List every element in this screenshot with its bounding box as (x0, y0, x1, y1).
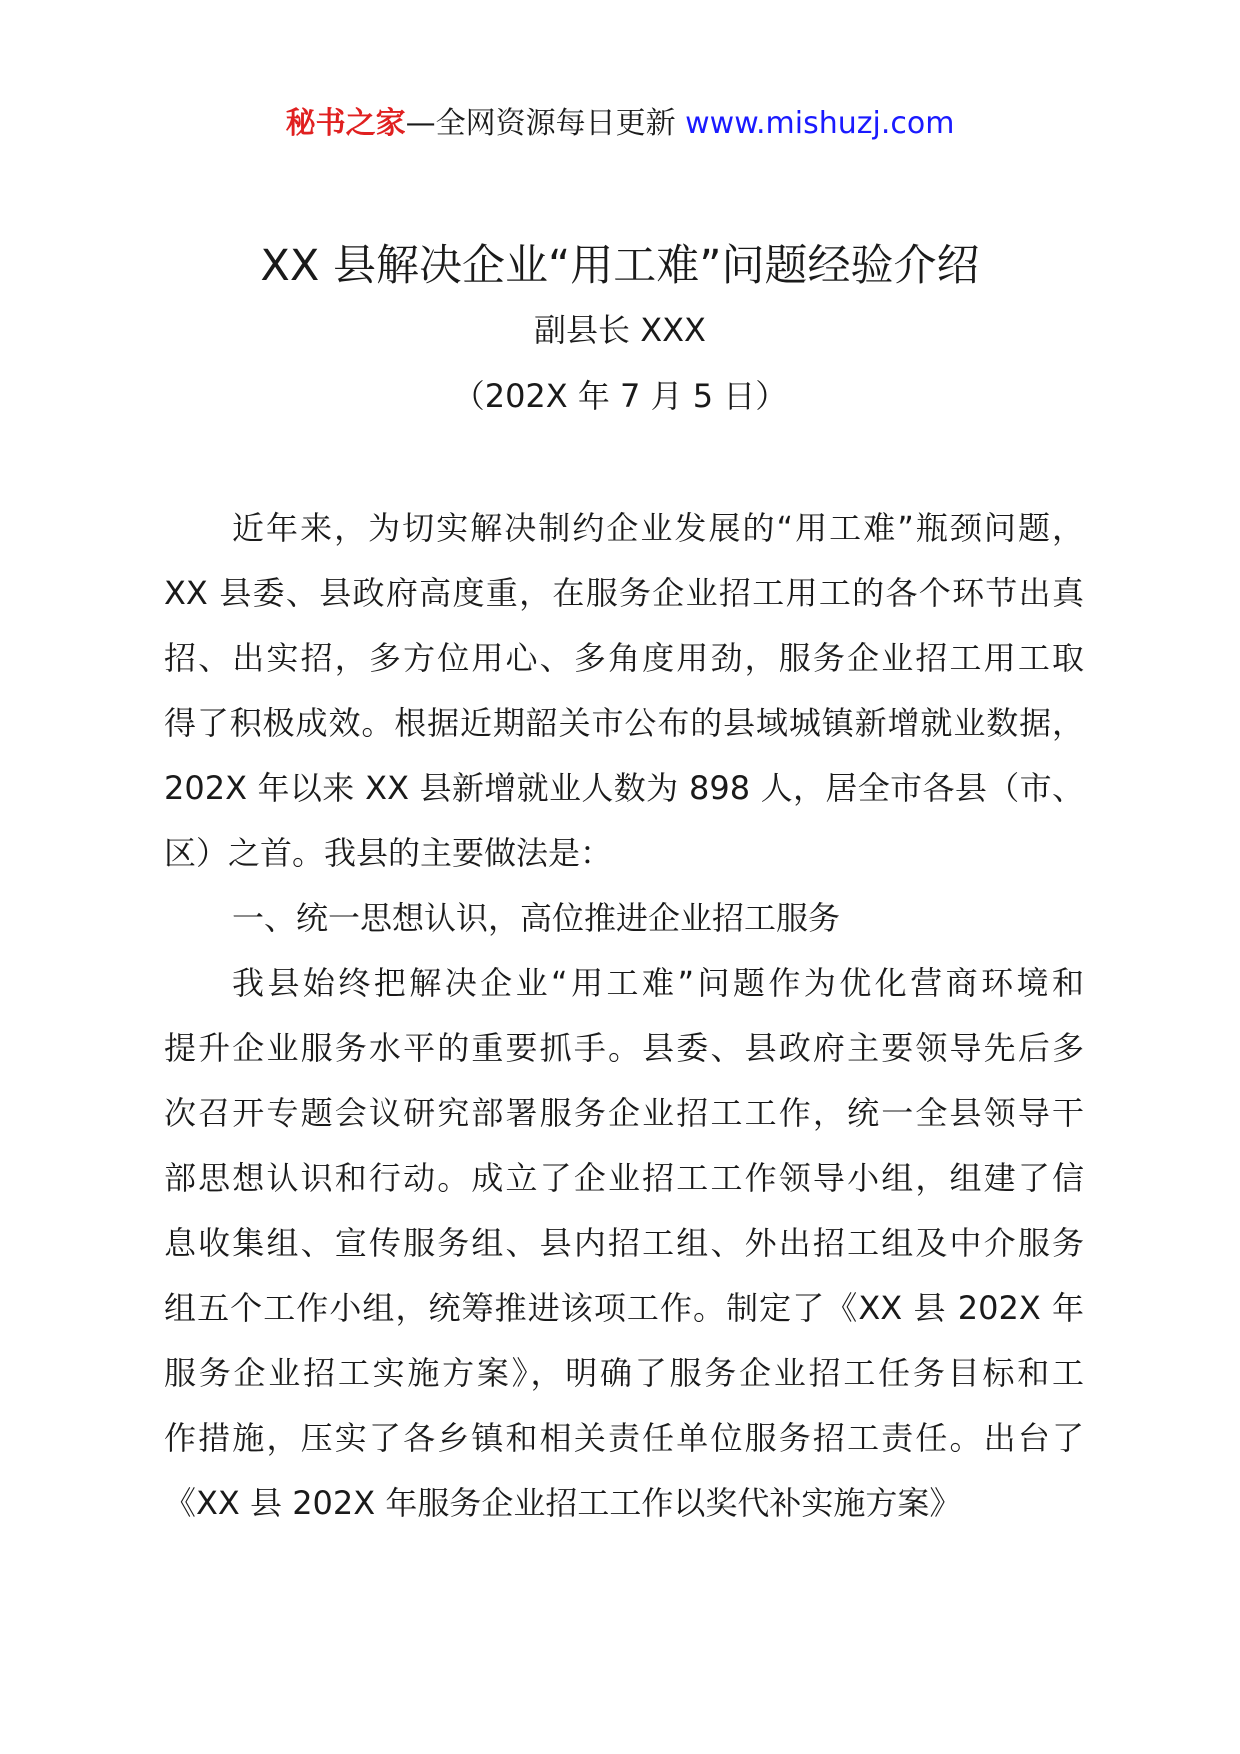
body-line: 《XX 县 202X 年服务企业招工工作以奖代补实施方案》 (164, 1484, 962, 1522)
document-author: 副县长 XXX (534, 311, 706, 349)
body-line: 我县始终把解决企业“用工难”问题作为优化营商环境和 (232, 964, 1084, 1002)
site-header (0, 100, 1240, 148)
body-line: 息收集组、宣传服务组、县内招工组、外出招工组及中介服务 (164, 1224, 1084, 1262)
body-line: 得了积极成效。根据近期韶关市公布的县域城镇新增就业数据， (164, 704, 1084, 742)
document-body (164, 496, 1084, 1536)
body-line: 部思想认识和行动。成立了企业招工工作领导小组，组建了信 (164, 1159, 1084, 1197)
site-url-link[interactable]: www.mishuzj.com (685, 106, 955, 141)
body-line: 近年来，为切实解决制约企业发展的“用工难”瓶颈问题， (232, 509, 1084, 547)
body-line: 次召开专题会议研究部署服务企业招工工作，统一全县领导干 (164, 1094, 1084, 1132)
body-line: 组五个工作小组，统筹推进该项工作。制定了《XX 县 202X 年 (164, 1289, 1084, 1327)
body-line: XX 县委、县政府高度重，在服务企业招工用工的各个环节出真 (164, 574, 1084, 612)
body-line: 招、出实招，多方位用心、多角度用劲，服务企业招工用工取 (164, 639, 1084, 677)
header-tagline: —全网资源每日更新 (405, 106, 686, 141)
brand-name: 秘书之家 (285, 106, 406, 141)
document-title: XX 县解决企业“用工难”问题经验介绍 (260, 241, 980, 291)
body-line: 202X 年以来 XX 县新增就业人数为 898 人，居全市各县（市、 (164, 769, 1084, 807)
body-line: 区）之首。我县的主要做法是： (164, 834, 613, 872)
body-line: 作措施，压实了各乡镇和相关责任单位服务招工责任。出台了 (164, 1419, 1084, 1457)
body-line: 提升企业服务水平的重要抓手。县委、县政府主要领导先后多 (164, 1029, 1084, 1067)
body-line: 服务企业招工实施方案》，明确了服务企业招工任务目标和工 (164, 1354, 1084, 1392)
document-date: （202X 年 7 月 5 日） (452, 377, 788, 415)
section-heading: 一、统一思想认识，高位推进企业招工服务 (232, 899, 841, 937)
